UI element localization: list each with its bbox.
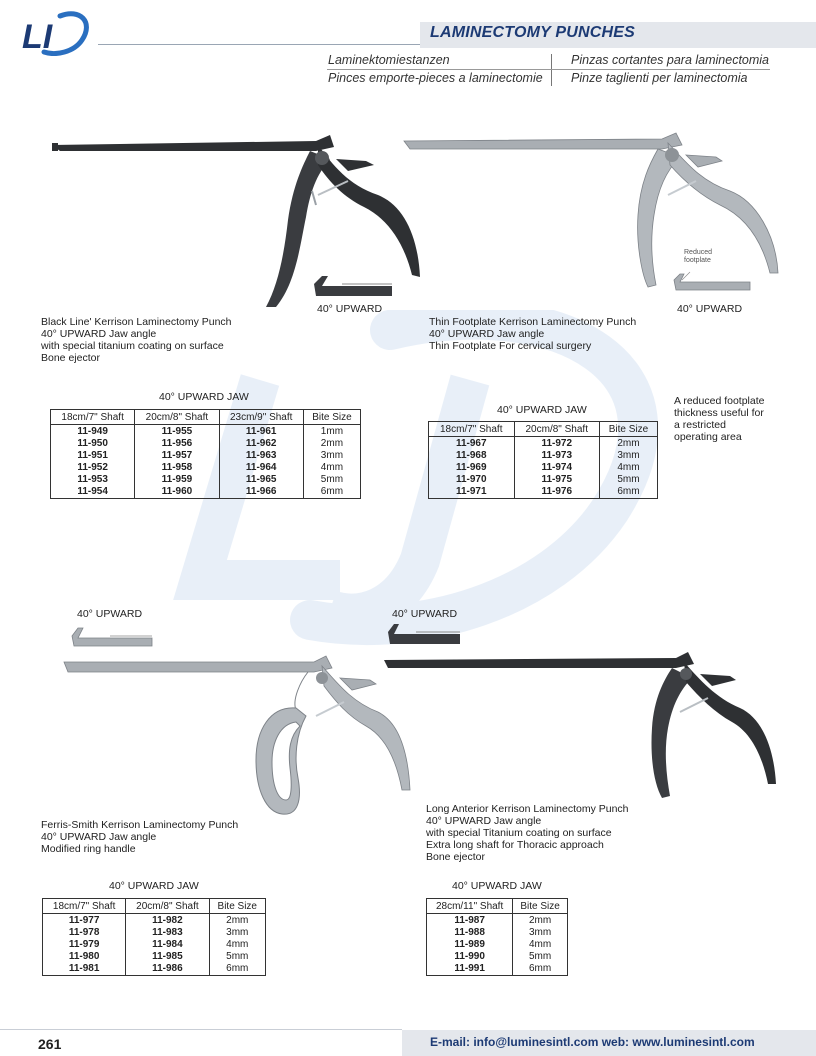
column-header: 20cm/8" Shaft xyxy=(135,410,219,425)
column-header: Bite Size xyxy=(600,422,658,437)
note-line: A reduced footplate xyxy=(674,395,765,407)
catalog-code: 11-974 xyxy=(514,462,600,474)
table-row xyxy=(427,939,568,951)
product-line: Thin Footplate For cervical surgery xyxy=(429,340,592,352)
catalog-code: 11-957 xyxy=(135,450,219,462)
catalog-code: 11-960 xyxy=(135,486,219,499)
table-row xyxy=(43,914,266,928)
catalog-code: 11-980 xyxy=(43,951,126,963)
bite-size: 1mm xyxy=(303,425,360,439)
catalog-code: 11-966 xyxy=(219,486,303,499)
note-line: thickness useful for xyxy=(674,407,764,419)
thin-footplate-spec-table xyxy=(428,421,658,499)
column-header: Bite Size xyxy=(303,410,360,425)
long-anterior-kerrison-punch-image xyxy=(382,650,782,802)
catalog-code: 11-977 xyxy=(43,914,126,928)
black-line-tip-detail-image xyxy=(312,270,394,300)
table-row xyxy=(43,963,266,976)
note-line: a restricted xyxy=(674,419,726,431)
bite-size: 4mm xyxy=(303,462,360,474)
ferris-smith-tip-caption: 40° UPWARD xyxy=(77,608,143,620)
table-header-row xyxy=(429,422,658,437)
product-line: Bone ejector xyxy=(41,352,100,364)
bite-size: 5mm xyxy=(513,951,568,963)
product-line: 40° UPWARD Jaw angle xyxy=(429,328,545,340)
ferris-smith-tip-detail-image xyxy=(70,622,154,650)
bite-size: 5mm xyxy=(600,474,658,486)
product-line: Bone ejector xyxy=(426,851,485,863)
reduced-footplate-label xyxy=(684,249,712,265)
table-header-row xyxy=(51,410,361,425)
bite-size: 3mm xyxy=(303,450,360,462)
catalog-code: 11-965 xyxy=(219,474,303,486)
table-row xyxy=(429,450,658,462)
catalog-code: 11-949 xyxy=(51,425,135,439)
brand-logo xyxy=(20,10,92,56)
catalog-code: 11-988 xyxy=(427,927,513,939)
catalog-code: 11-953 xyxy=(51,474,135,486)
catalog-code: 11-970 xyxy=(429,474,515,486)
product-line: with special titanium coating on surface xyxy=(41,340,224,352)
column-header: 18cm/7" Shaft xyxy=(429,422,515,437)
catalog-code: 11-952 xyxy=(51,462,135,474)
catalog-code: 11-983 xyxy=(126,927,209,939)
bite-size: 2mm xyxy=(303,438,360,450)
ferris-smith-spec-table xyxy=(42,898,266,976)
footer-rule xyxy=(0,1029,402,1030)
black-line-tip-caption: 40° UPWARD xyxy=(317,303,383,315)
bite-size: 6mm xyxy=(600,486,658,499)
catalog-code: 11-976 xyxy=(514,486,600,499)
table-row xyxy=(51,450,361,462)
catalog-code: 11-979 xyxy=(43,939,126,951)
catalog-code: 11-955 xyxy=(135,425,219,439)
catalog-code: 11-951 xyxy=(51,450,135,462)
brand-logo-text: LI xyxy=(22,18,53,56)
catalog-code: 11-990 xyxy=(427,951,513,963)
bite-size: 6mm xyxy=(513,963,568,976)
column-header: Bite Size xyxy=(209,899,265,914)
column-header: 28cm/11" Shaft xyxy=(427,899,513,914)
catalog-code: 11-969 xyxy=(429,462,515,474)
thin-footplate-tip-detail-image xyxy=(672,270,752,296)
catalog-code: 11-987 xyxy=(427,914,513,928)
column-header: Bite Size xyxy=(513,899,568,914)
product-line: with special Titanium coating on surface xyxy=(426,827,612,839)
table-header-row xyxy=(43,899,266,914)
bite-size: 5mm xyxy=(303,474,360,486)
ferris-smith-description xyxy=(41,819,238,855)
subtitle-french: Pinces emporte-pieces a laminectomie xyxy=(328,71,543,85)
catalog-code: 11-958 xyxy=(135,462,219,474)
long-anterior-description xyxy=(426,803,629,863)
subtitle-divider-vertical xyxy=(551,54,552,86)
note-line: operating area xyxy=(674,431,742,443)
ferris-smith-table-caption: 40° UPWARD JAW xyxy=(109,880,199,892)
thin-footplate-tip-caption: 40° UPWARD xyxy=(677,303,743,315)
page-number: 261 xyxy=(38,1036,62,1052)
thin-footplate-description xyxy=(429,316,636,352)
catalog-code: 11-959 xyxy=(135,474,219,486)
table-row xyxy=(429,437,658,451)
long-anterior-spec-table xyxy=(426,898,568,976)
product-name: Ferris-Smith Kerrison Laminectomy Punch xyxy=(41,819,239,831)
catalog-code: 11-956 xyxy=(135,438,219,450)
black-line-spec-table xyxy=(50,409,361,499)
table-row xyxy=(43,927,266,939)
table-row xyxy=(429,474,658,486)
catalog-code: 11-972 xyxy=(514,437,600,451)
bite-size: 2mm xyxy=(513,914,568,928)
product-name: Long Anterior Kerrison Laminectomy Punch xyxy=(426,803,629,815)
bite-size: 6mm xyxy=(209,963,265,976)
bite-size: 2mm xyxy=(209,914,265,928)
catalog-code: 11-950 xyxy=(51,438,135,450)
bite-size: 3mm xyxy=(600,450,658,462)
tip-label-line: footplate xyxy=(684,257,711,264)
table-row xyxy=(427,914,568,928)
bite-size: 4mm xyxy=(209,939,265,951)
long-anterior-tip-detail-image xyxy=(386,620,462,648)
thin-footplate-note xyxy=(674,395,765,443)
table-row xyxy=(427,963,568,976)
table-row xyxy=(43,939,266,951)
product-line: 40° UPWARD Jaw angle xyxy=(426,815,542,827)
long-anterior-tip-caption: 40° UPWARD xyxy=(392,608,458,620)
bite-size: 5mm xyxy=(209,951,265,963)
column-header: 20cm/8" Shaft xyxy=(126,899,209,914)
page-title: LAMINECTOMY PUNCHES xyxy=(430,24,636,41)
ferris-smith-kerrison-punch-image xyxy=(60,650,420,820)
table-row xyxy=(51,425,361,439)
catalog-code: 11-985 xyxy=(126,951,209,963)
table-row xyxy=(429,462,658,474)
header-rule xyxy=(98,44,420,45)
bite-size: 4mm xyxy=(513,939,568,951)
column-header: 20cm/8" Shaft xyxy=(514,422,600,437)
product-line: Extra long shaft for Thoracic approach xyxy=(426,839,604,851)
catalog-code: 11-961 xyxy=(219,425,303,439)
tip-label-line: Reduced xyxy=(684,249,713,256)
bite-size: 3mm xyxy=(513,927,568,939)
catalog-code: 11-981 xyxy=(43,963,126,976)
subtitle-divider-horizontal xyxy=(327,69,770,70)
bite-size: 2mm xyxy=(600,437,658,451)
column-header: 18cm/7" Shaft xyxy=(43,899,126,914)
table-row xyxy=(51,462,361,474)
catalog-code: 11-954 xyxy=(51,486,135,499)
table-row xyxy=(43,951,266,963)
product-line: Modified ring handle xyxy=(41,843,136,855)
product-line: 40° UPWARD Jaw angle xyxy=(41,831,157,843)
catalog-code: 11-989 xyxy=(427,939,513,951)
catalog-code: 11-967 xyxy=(429,437,515,451)
catalog-code: 11-984 xyxy=(126,939,209,951)
product-name: Black Line' Kerrison Laminectomy Punch xyxy=(41,316,232,328)
table-row xyxy=(51,474,361,486)
catalog-code: 11-962 xyxy=(219,438,303,450)
long-anterior-table-caption: 40° UPWARD JAW xyxy=(452,880,542,892)
table-row xyxy=(427,927,568,939)
black-line-description xyxy=(41,316,232,364)
bite-size: 6mm xyxy=(303,486,360,499)
catalog-code: 11-978 xyxy=(43,927,126,939)
column-header: 23cm/9" Shaft xyxy=(219,410,303,425)
contact-info[interactable]: E-mail: info@luminesintl.com web: www.luminesintl.com xyxy=(430,1035,755,1049)
bite-size: 3mm xyxy=(209,927,265,939)
table-row xyxy=(51,438,361,450)
subtitle-german: Laminektomiestanzen xyxy=(328,53,450,67)
bite-size: 4mm xyxy=(600,462,658,474)
table-row xyxy=(51,486,361,499)
catalog-code: 11-964 xyxy=(219,462,303,474)
catalog-code: 11-973 xyxy=(514,450,600,462)
table-header-row xyxy=(427,899,568,914)
catalog-code: 11-991 xyxy=(427,963,513,976)
product-line: 40° UPWARD Jaw angle xyxy=(41,328,157,340)
catalog-code: 11-986 xyxy=(126,963,209,976)
product-name: Thin Footplate Kerrison Laminectomy Punch xyxy=(429,316,637,328)
subtitle-italian: Pinze taglienti per laminectomia xyxy=(571,71,748,85)
thin-footplate-table-caption: 40° UPWARD JAW xyxy=(497,404,587,416)
black-line-table-caption: 40° UPWARD JAW xyxy=(159,391,249,403)
catalog-code: 11-968 xyxy=(429,450,515,462)
catalog-code: 11-963 xyxy=(219,450,303,462)
subtitle-spanish: Pinzas cortantes para laminectomia xyxy=(571,53,770,67)
catalog-code: 11-982 xyxy=(126,914,209,928)
column-header: 18cm/7" Shaft xyxy=(51,410,135,425)
table-row xyxy=(429,486,658,499)
table-row xyxy=(427,951,568,963)
catalog-code: 11-971 xyxy=(429,486,515,499)
catalog-code: 11-975 xyxy=(514,474,600,486)
